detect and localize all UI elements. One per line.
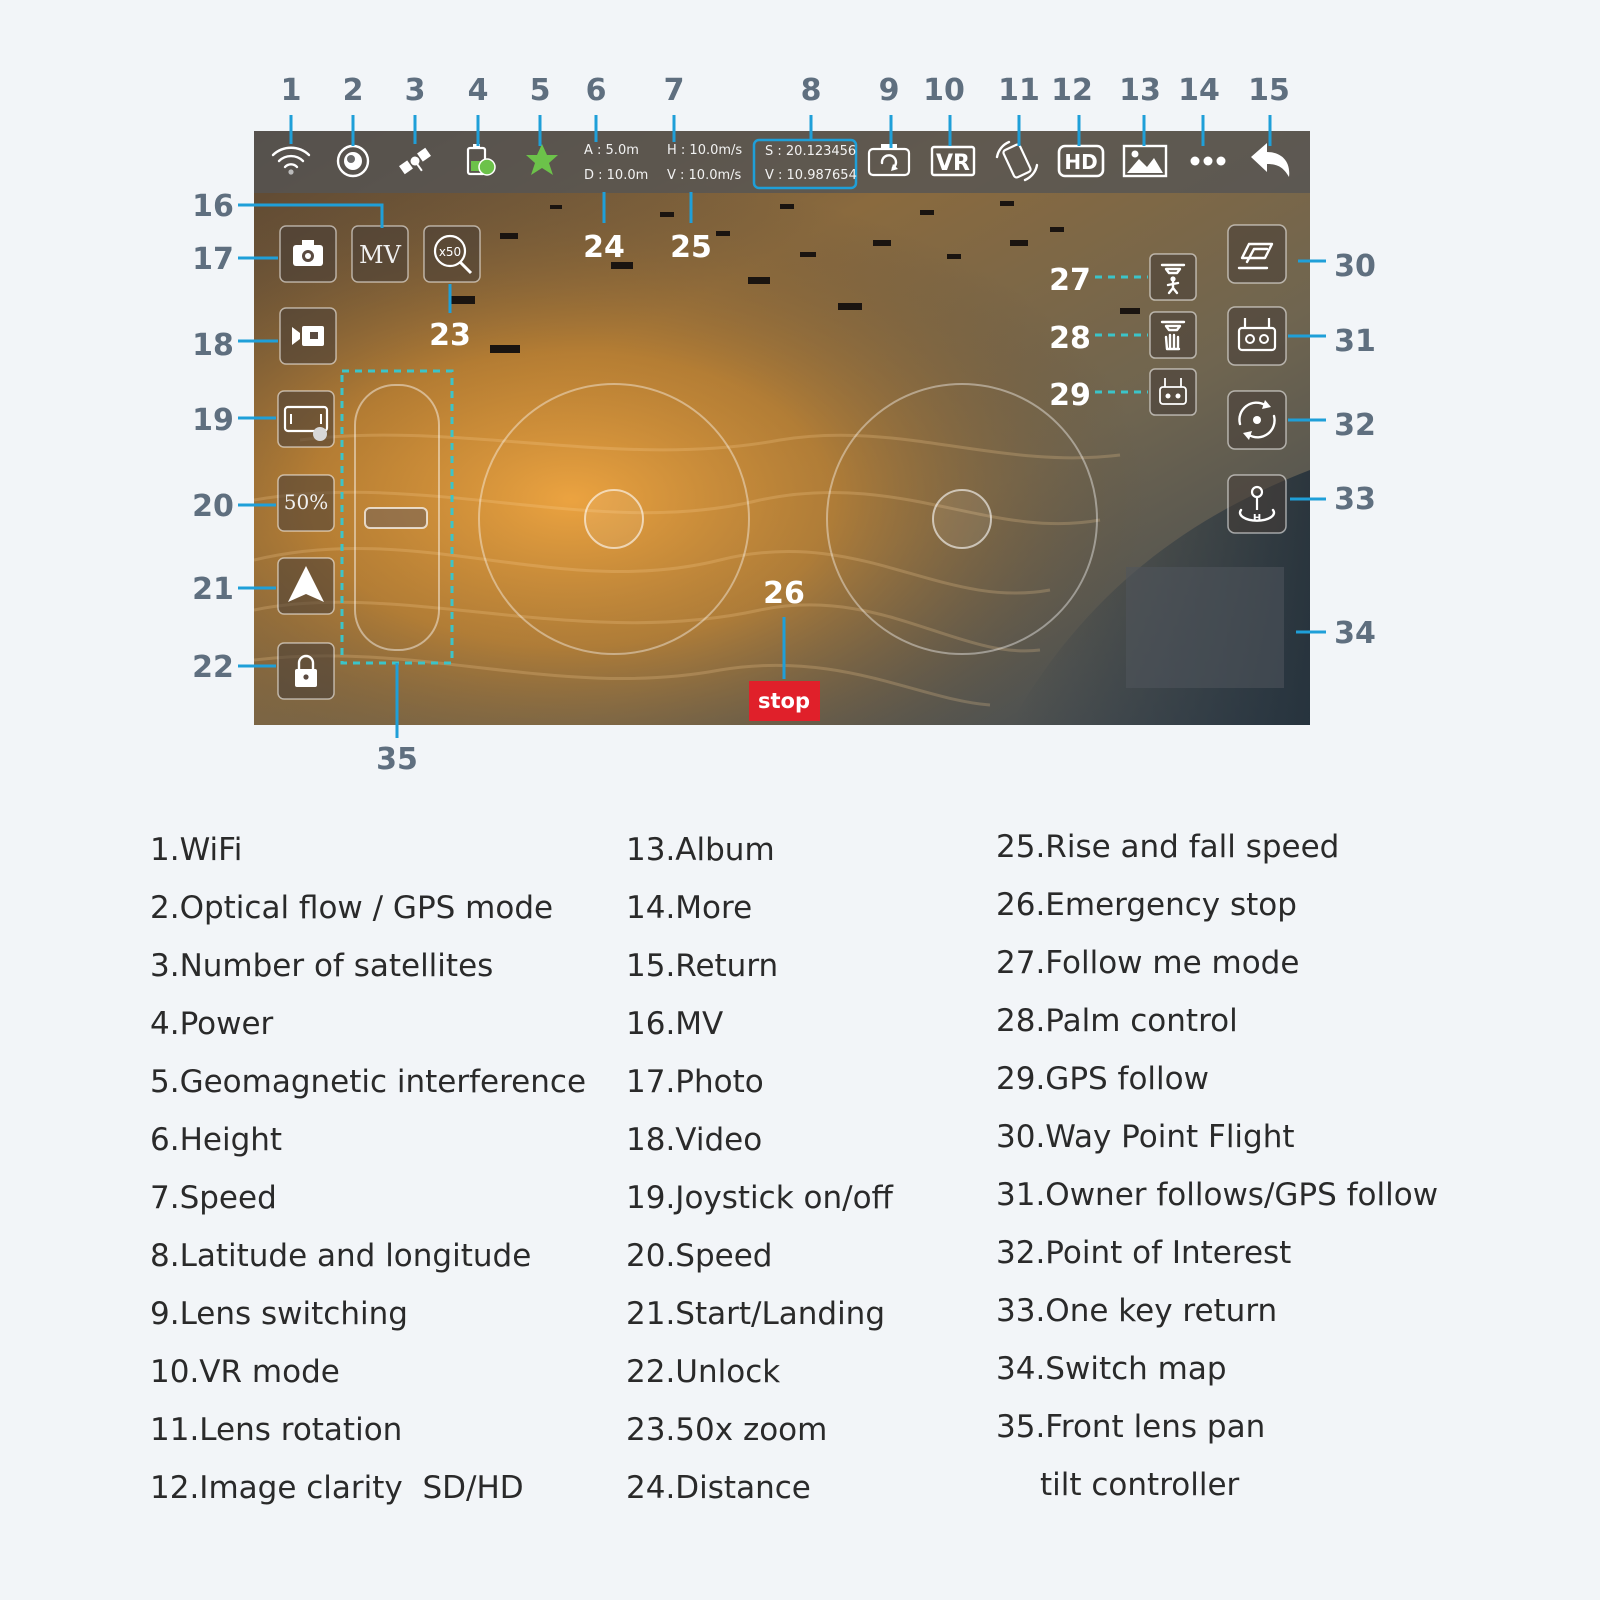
legend-item: 25.Rise and fall speed — [996, 829, 1340, 865]
legend-item: 12.Image clarity SD/HD — [150, 1470, 524, 1506]
callout-19: 19 — [192, 403, 234, 438]
callout-31: 31 — [1334, 324, 1376, 359]
callout-24: 24 — [583, 230, 625, 265]
legend-item: 31.Owner follows/GPS follow — [996, 1177, 1439, 1213]
callout-27: 27 — [1049, 263, 1091, 298]
point-of-interest-button[interactable] — [1228, 391, 1286, 449]
legend-item: 27.Follow me mode — [996, 945, 1300, 981]
legend-item: 13.Album — [626, 832, 775, 868]
stop-label: stop — [758, 689, 810, 713]
callout-11: 11 — [998, 73, 1040, 108]
legend-column-3 — [996, 829, 1438, 1525]
callout-26: 26 — [763, 576, 805, 611]
callout-1: 1 — [280, 73, 302, 108]
legend-item: 14.More — [626, 890, 753, 926]
legend — [150, 829, 1480, 1532]
callout-20: 20 — [192, 489, 234, 524]
callout-17: 17 — [192, 242, 234, 277]
more-icon[interactable] — [1191, 157, 1226, 166]
legend-item: 23.50x zoom — [626, 1412, 828, 1448]
zoom-label: x50 — [438, 245, 462, 259]
legend-item: 26.Emergency stop — [996, 887, 1297, 923]
callout-7: 7 — [663, 73, 685, 108]
legend-item: tilt controller — [1040, 1467, 1240, 1503]
callout-8: 8 — [800, 73, 822, 108]
latitude-readout: S : 20.123456 — [765, 144, 857, 159]
takeoff-landing-button[interactable] — [278, 558, 334, 614]
callout-33: 33 — [1334, 482, 1376, 517]
speed-button[interactable] — [278, 475, 334, 531]
vertical-speed-readout: V : 10.0m/s — [667, 168, 742, 183]
callout-29: 29 — [1049, 378, 1091, 413]
unlock-button[interactable] — [278, 643, 334, 699]
waypoint-flight-button[interactable] — [1228, 225, 1286, 283]
emergency-stop-button[interactable] — [749, 681, 820, 721]
legend-item: 29.GPS follow — [996, 1061, 1209, 1097]
callout-5: 5 — [529, 73, 551, 108]
joystick-toggle-button[interactable] — [278, 391, 334, 447]
map-view[interactable] — [1126, 567, 1284, 688]
horizontal-speed-readout: H : 10.0m/s — [667, 143, 743, 158]
callout-10: 10 — [923, 73, 965, 108]
callout-4: 4 — [467, 73, 489, 108]
callout-2: 2 — [342, 73, 364, 108]
legend-item: 10.VR mode — [150, 1354, 340, 1390]
video-button[interactable] — [280, 308, 336, 364]
callout-32: 32 — [1334, 408, 1376, 443]
callout-16: 16 — [192, 189, 234, 224]
owner-follow-button[interactable] — [1228, 307, 1286, 365]
vr-icon[interactable] — [932, 147, 974, 176]
vr-label: VR — [936, 151, 970, 176]
legend-item: 19.Joystick on/off — [626, 1180, 893, 1216]
mv-button[interactable] — [352, 226, 408, 282]
distance-readout: D : 10.0m — [584, 168, 649, 183]
zoom-button[interactable] — [424, 226, 480, 282]
speed-label: 50% — [283, 490, 329, 514]
legend-item: 28.Palm control — [996, 1003, 1238, 1039]
palm-control-button[interactable] — [1150, 312, 1196, 358]
callout-6: 6 — [585, 73, 607, 108]
hd-label: HD — [1064, 150, 1098, 174]
legend-column-1 — [150, 832, 586, 1528]
legend-item: 5.Geomagnetic interference — [150, 1064, 587, 1100]
callout-13: 13 — [1119, 73, 1161, 108]
legend-item: 8.Latitude and longitude — [150, 1238, 532, 1274]
callout-21: 21 — [192, 572, 234, 607]
legend-item: 11.Lens rotation — [150, 1412, 403, 1448]
legend-item: 18.Video — [626, 1122, 763, 1158]
callout-23: 23 — [429, 318, 471, 353]
legend-item: 32.Point of Interest — [996, 1235, 1292, 1271]
callout-22: 22 — [192, 650, 234, 685]
legend-column-2 — [626, 832, 893, 1528]
hd-icon[interactable] — [1059, 146, 1103, 176]
longitude-readout: V : 10.987654 — [765, 168, 857, 183]
legend-item: 22.Unlock — [626, 1354, 781, 1390]
callout-28: 28 — [1049, 321, 1091, 356]
gps-follow-button[interactable] — [1150, 369, 1196, 415]
legend-item: 34.Switch map — [996, 1351, 1227, 1387]
photo-button[interactable] — [280, 226, 336, 282]
callout-34: 34 — [1334, 616, 1376, 651]
right-joystick-knob[interactable] — [933, 490, 991, 548]
legend-item: 21.Start/Landing — [626, 1296, 886, 1332]
callout-25: 25 — [670, 230, 712, 265]
legend-item: 4.Power — [150, 1006, 274, 1042]
mv-label: MV — [359, 241, 401, 269]
legend-item: 15.Return — [626, 948, 779, 984]
legend-item: 6.Height — [150, 1122, 283, 1158]
legend-item: 9.Lens switching — [150, 1296, 408, 1332]
legend-item: 17.Photo — [626, 1064, 764, 1100]
legend-item: 7.Speed — [150, 1180, 277, 1216]
one-key-return-button[interactable] — [1228, 475, 1286, 533]
legend-item: 20.Speed — [626, 1238, 773, 1274]
legend-item: 30.Way Point Flight — [996, 1119, 1295, 1155]
callout-3: 3 — [404, 73, 426, 108]
gimbal-slider-handle[interactable] — [365, 508, 427, 528]
altitude-readout: A : 5.0m — [584, 143, 639, 158]
legend-item: 24.Distance — [626, 1470, 811, 1506]
svg-text:H: H — [1252, 513, 1262, 524]
callout-9: 9 — [878, 73, 900, 108]
callout-35: 35 — [376, 742, 418, 777]
legend-item: 33.One key return — [996, 1293, 1278, 1329]
legend-item: 16.MV — [626, 1006, 724, 1042]
legend-item: 35.Front lens pan — [996, 1409, 1266, 1445]
legend-item: 1.WiFi — [150, 832, 243, 868]
legend-item: 3.Number of satellites — [150, 948, 494, 984]
callout-30: 30 — [1334, 249, 1376, 284]
left-joystick-knob[interactable] — [585, 490, 643, 548]
callout-12: 12 — [1051, 73, 1093, 108]
follow-me-button[interactable] — [1150, 254, 1196, 300]
callout-14: 14 — [1178, 73, 1220, 108]
legend-item: 2.Optical flow / GPS mode — [150, 890, 554, 926]
callout-15: 15 — [1248, 73, 1290, 108]
callout-18: 18 — [192, 328, 234, 363]
